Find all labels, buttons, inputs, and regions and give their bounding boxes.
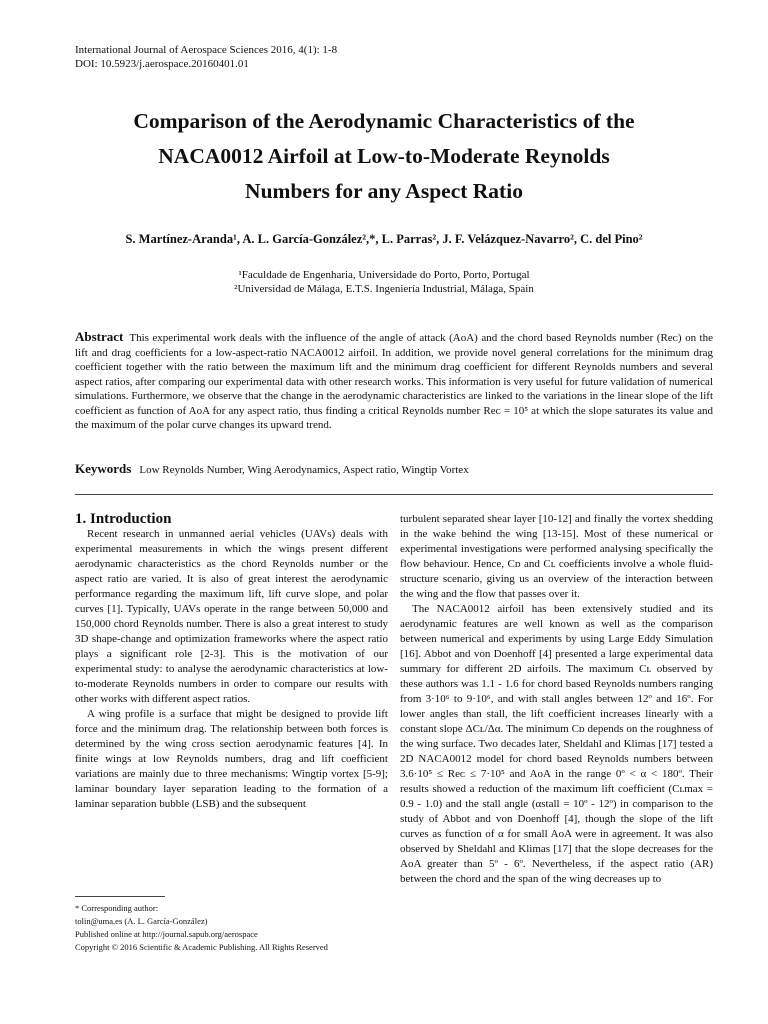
title-line-3: Numbers for any Aspect Ratio xyxy=(245,179,523,203)
section-divider xyxy=(75,494,713,495)
corresponding-author: * Corresponding author: xyxy=(75,903,159,913)
footnote-divider xyxy=(75,896,165,897)
paper-title xyxy=(60,104,708,209)
footnote xyxy=(75,902,385,954)
paragraph: A wing profile is a surface that might be designed to provide lift force and the minimum drag. The relationship between both forces is determined by the wing cross section aerodynamic features [4]. In finite wings at low Reynolds numbers, drag and lift coefficient variations are mainly due to three mechanisms: Wingtip vortex [5-9]; laminar boundary layer separation leading to the formation of a laminar separation bubble (LSB) and the subsequent xyxy=(75,708,388,810)
keywords-label: Keywords xyxy=(75,461,132,476)
author-email: tolin@uma.es (A. L. García-González) xyxy=(75,916,208,926)
abstract xyxy=(75,330,713,433)
abstract-text: This experimental work deals with the influence of the angle of attack (AoA) and the chord based Reynolds number (Reᴄ) on the lift and drag coefficients for a low-aspect-ratio NACA0012 airfoil. In addition, we provide novel general correlations for the minimum drag coefficient together with the ratio between the maximum lift and the minimum drag coefficient for different Reynolds numbers and several aspect ratios, after comparing our experimental data with other research works. This information is very useful for future validation of numerical simulations. Furthermore, we observe that the change in the aerodynamic characteristics are linked to the variations in the linear slope of the lift coefficient as function of AoA for any aspect ratio, thus finding a critical Reynolds number Reᴄ = 10⁵ at which the slope saturates its value and the maximum of the polar curve changes its upward trend. xyxy=(75,332,713,431)
journal-citation: International Journal of Aerospace Sciences 2016, 4(1): 1-8 xyxy=(75,44,338,56)
doi: DOI: 10.5923/j.aerospace.20160401.01 xyxy=(75,57,249,70)
paragraph: Recent research in unmanned aerial vehicles (UAVs) deals with experimental measurements in which the wings present different aerodynamic characteristics as the chord Reynolds number or the aspect ratio are varied. It is also of great interest the aerodynamic performance regarding the maximum lift, lift curve slope, and polar curves [1]. Typically, UAVs operate in the range between 50,000 and 150,000 chord Reynolds number. There is also a great interest to study 3D shape-change and optimization frameworks where the aspect ratio plays a significant role [2-3]. This is the motivation of our experimental study: to analyse the aerodynamic characteristics at low-to-moderate Reynolds numbers in order to compare our results with other works with different aspect ratios. xyxy=(75,528,388,705)
paragraph: turbulent separated shear layer [10-12] and finally the vortex shedding in the wake behind the wing [13-15]. Most of these numerical or experimental investigations were performed analysing specifically the flow behaviour. Hence, Cᴅ and Cʟ coefficients involve a whole fluid-structure scenario, giving us an overview of the interaction between the wing and the flow that passes over it. xyxy=(400,513,713,600)
author-list: S. Martínez-Aranda¹, A. L. García-González²,*, L. Parras², J. F. Velázquez-Navarro², C. del Pino² xyxy=(125,232,643,246)
copyright: Copyright © 2016 Scientific & Academic Publishing. All Rights Reserved xyxy=(75,942,328,952)
section-heading: 1. Introduction xyxy=(75,511,172,527)
affiliations xyxy=(60,268,708,296)
affiliation-2: ²Universidad de Málaga, E.T.S. Ingeniería Industrial, Málaga, Spain xyxy=(234,283,534,295)
published-online: Published online at http://journal.sapub.org/aerospace xyxy=(75,929,258,939)
journal-header xyxy=(75,44,337,71)
paragraph: The NACA0012 airfoil has been extensively studied and its aerodynamic features are well known as well as the comparison between numerical and experiments by using Large Eddy Simulation [16]. Abbot and von Doenhoff [4] presented a large experimental data summary for different 2D airfoils. The maximum Cʟ observed by these authors was 1.1 - 1.6 for chord based Reynolds numbers ranging from 3·10⁶ to 9·10⁶, and with stall angles between 12º and 16º. For lower angles than stall, the lift coefficient increases linearly with a constant slope ΔCʟ/Δα. The minimum Cᴅ depends on the roughness of the wing surface. Two decades later, Sheldahl and Klimas [17] tested a 2D NACA0012 model for chord based Reynolds numbers between 3.6·10⁵ ≤ Reᴄ ≤ 7·10⁵ and AoA in the range 0º < α < 180º. Their results showed a reduction of the maximum lift coefficient (Cʟmax = 0.9 - 1.0) and the stall angle (αstall = 10º - 12º) in comparison to the study of Abbot and von Doenhoff [4], though the slope of the lift curves as function of α for small AoA were in agreement. It was also observed by Sheldahl and Klimas [17] that the slope decreases for the AoA greater than 5º - 6º. Nevertheless, if the aspect ratio (AR) between the chord and the span of the wing decreases up to xyxy=(400,603,713,885)
keywords-text: Low Reynolds Number, Wing Aerodynamics, Aspect ratio, Wingtip Vortex xyxy=(139,464,469,476)
right-column xyxy=(400,512,713,887)
abstract-label: Abstract xyxy=(75,329,124,344)
affiliation-1: ¹Faculdade de Engenharia, Universidade do Porto, Porto, Portugal xyxy=(238,269,530,281)
keywords xyxy=(75,461,713,477)
title-line-2: NACA0012 Airfoil at Low-to-Moderate Reynolds xyxy=(158,144,610,168)
title-line-1: Comparison of the Aerodynamic Characteristics of the xyxy=(133,109,635,133)
left-column xyxy=(75,512,388,812)
